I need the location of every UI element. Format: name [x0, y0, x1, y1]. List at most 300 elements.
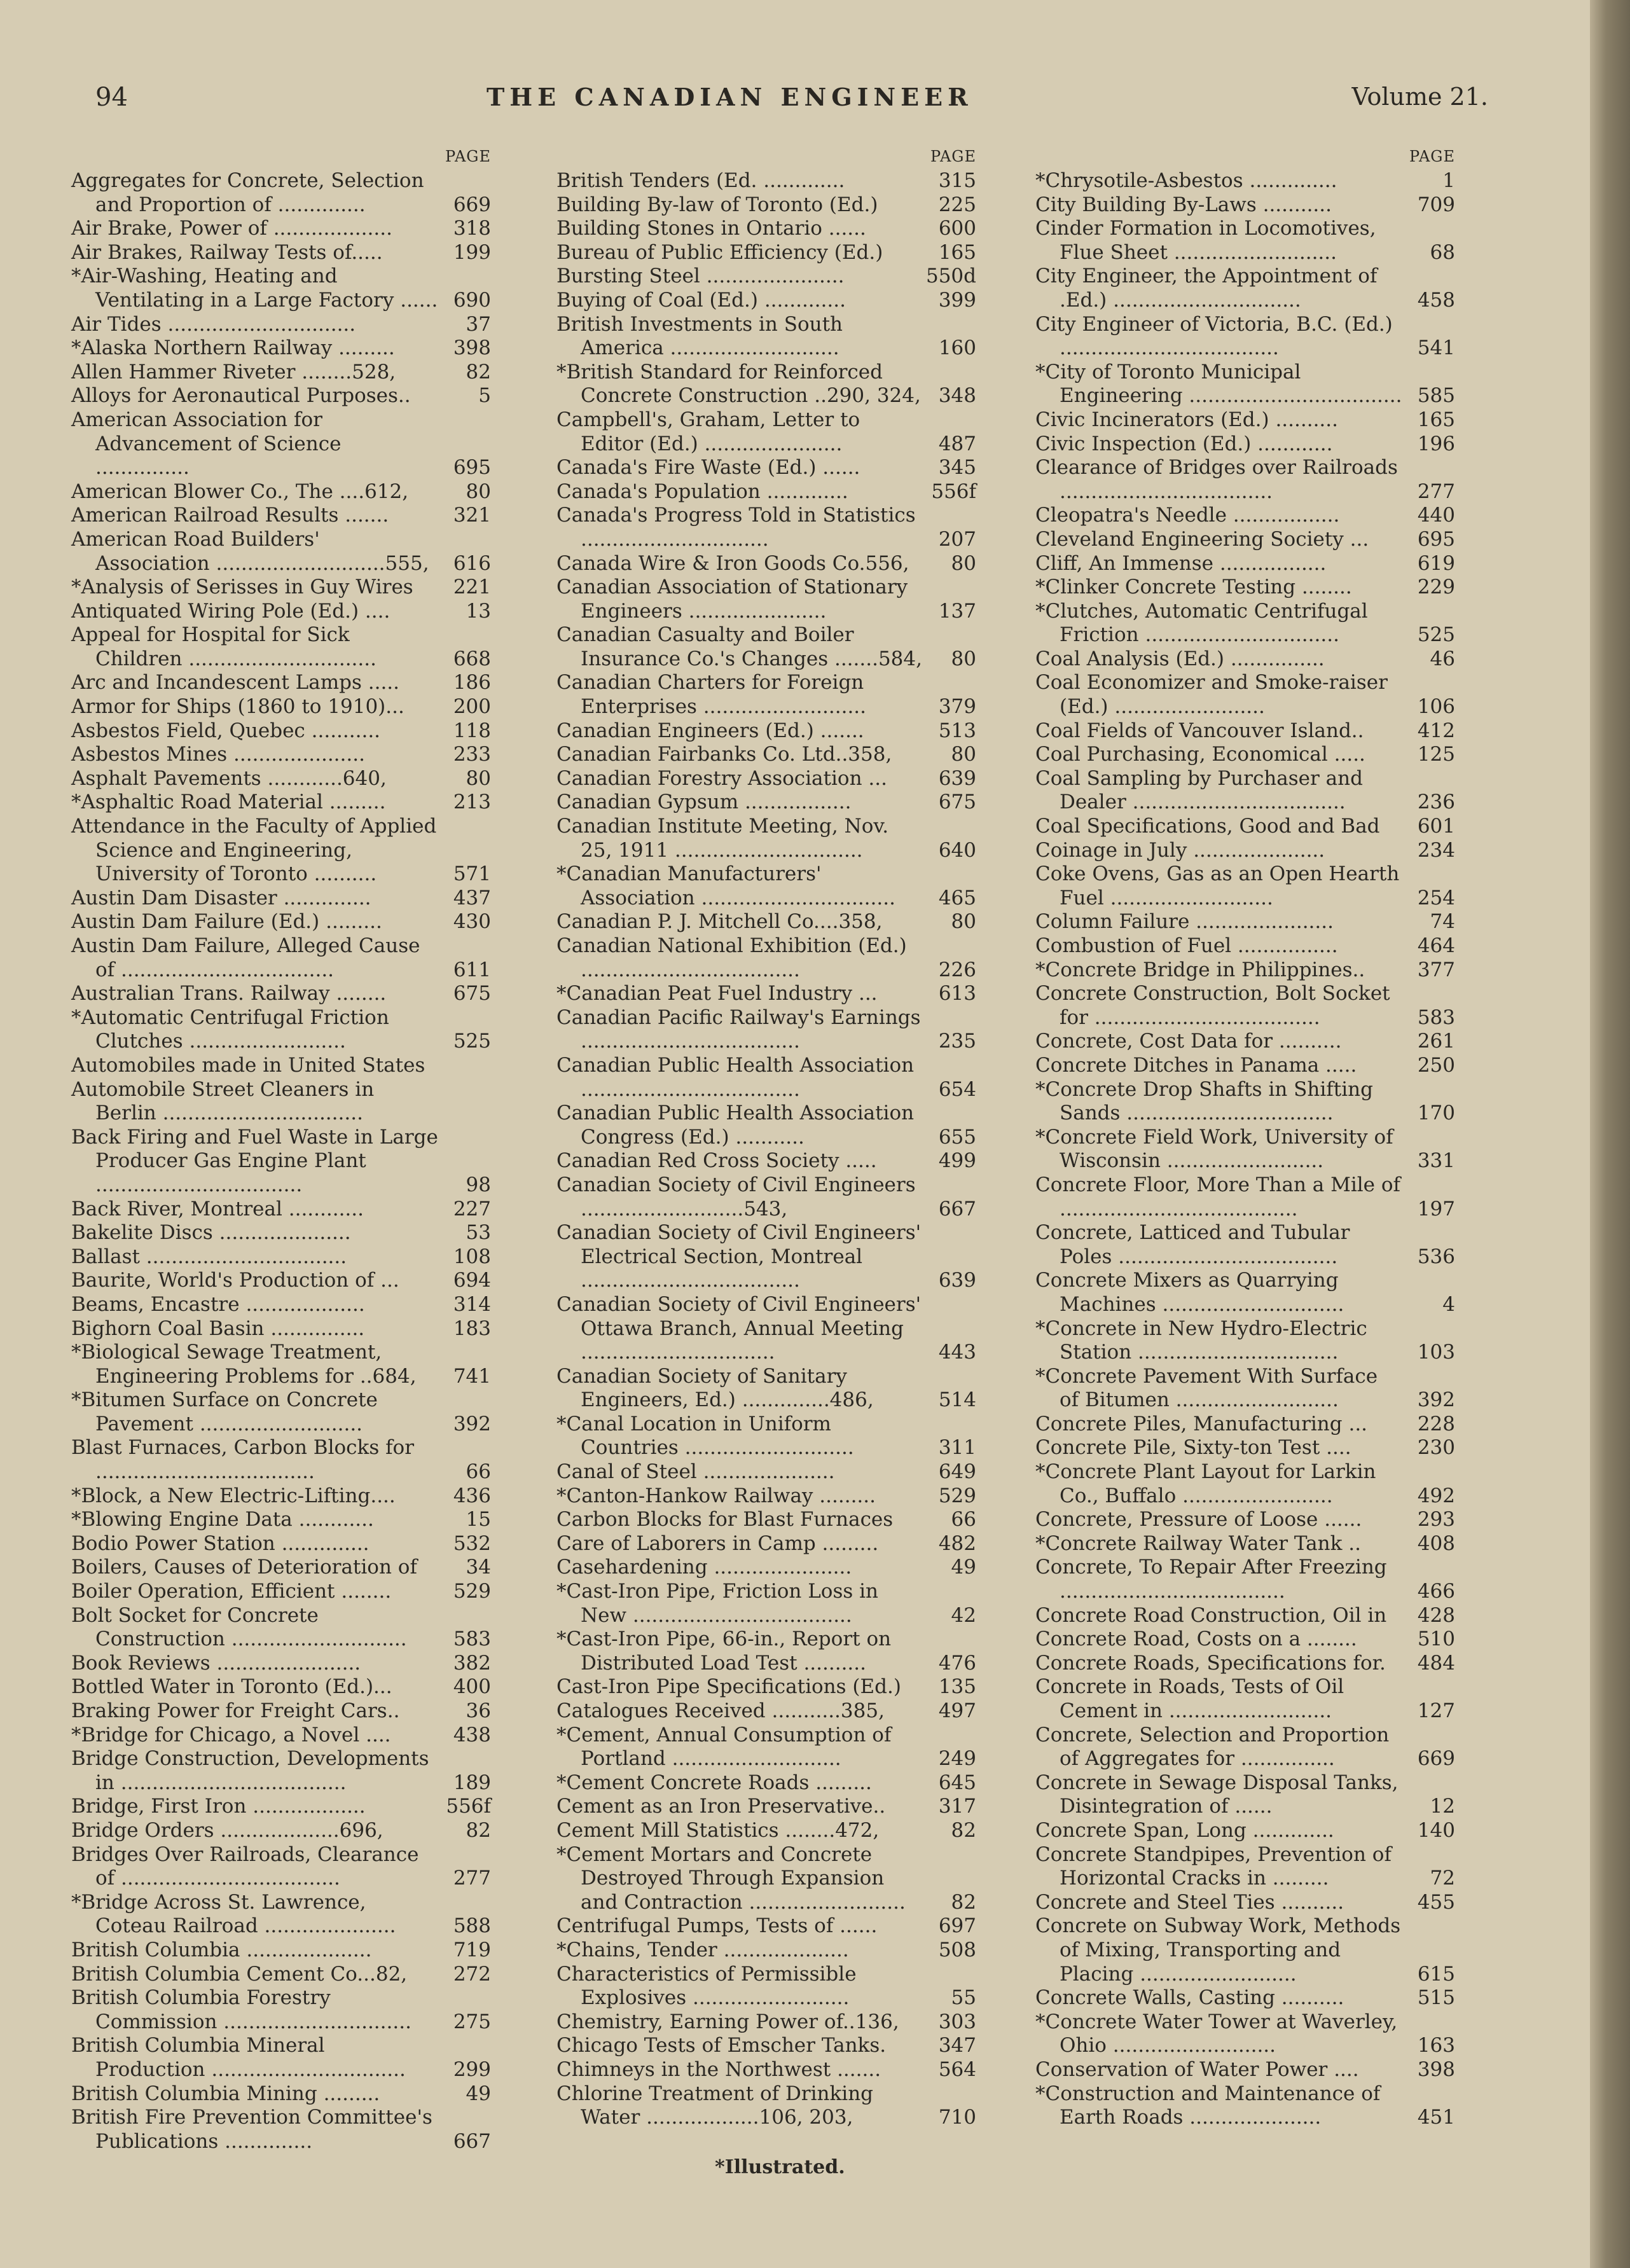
entry-title: *Chrysotile-Asbestos .............. — [1035, 169, 1337, 192]
entry-title: Bridge Construction, Developments in .................................... — [71, 1747, 429, 1794]
entry-page: 189 — [453, 1771, 491, 1794]
entry-page: 236 — [1417, 791, 1455, 814]
entry-title: British Columbia Mineral Production ............................... — [71, 2034, 406, 2081]
index-entry — [71, 1604, 491, 1652]
index-entry — [1035, 408, 1455, 432]
index-entry — [556, 2010, 976, 2035]
entry-title: Bodio Power Station .............. — [71, 1532, 370, 1555]
entry-title: *Canal Location in Uniform Countries ........................... — [556, 1412, 854, 1460]
entry-title: *Concrete Water Tower at Waverley, Ohio .......................... — [1035, 2010, 1398, 2057]
index-entry — [1035, 1317, 1455, 1365]
index-entry — [1035, 1030, 1455, 1054]
entry-title: *Biological Sewage Treatment, Engineering Problems for ..684, — [71, 1341, 417, 1388]
entry-page: 399 — [938, 288, 976, 312]
entry-page: 583 — [453, 1628, 491, 1651]
entry-page: 639 — [938, 1269, 976, 1292]
index-entry — [556, 265, 976, 289]
entry-page: 430 — [453, 910, 491, 934]
index-entry — [71, 241, 491, 265]
entry-title: Automobile Street Cleaners in Berlin ................................ — [71, 1077, 375, 1125]
entry-page: 669 — [1417, 1747, 1455, 1771]
entry-page: 196 — [1417, 432, 1455, 455]
entry-page: 49 — [951, 1556, 976, 1579]
index-entry — [556, 217, 976, 241]
index-entry — [1035, 1652, 1455, 1676]
entry-page: 649 — [938, 1460, 976, 1484]
index-entry — [71, 480, 491, 504]
index-entry — [556, 576, 976, 623]
entry-page: 709 — [1417, 193, 1455, 216]
entry-page: 640 — [938, 838, 976, 862]
entry-title: Coal Specifications, Good and Bad — [1035, 815, 1380, 838]
entry-title: Campbell's, Graham, Letter to Editor (Ed.) ...................... — [556, 408, 860, 455]
entry-title: Buying of Coal (Ed.) ............. — [556, 288, 846, 312]
entry-title: Appeal for Hospital for Sick Children .............................. — [71, 623, 376, 670]
index-entry — [1035, 839, 1455, 863]
entry-page: 697 — [938, 1914, 976, 1938]
entry-page: 66 — [951, 1508, 976, 1532]
entry-title: British Investments in South America ........................... — [556, 312, 843, 360]
index-entry — [71, 791, 491, 815]
index-entry — [71, 217, 491, 241]
index-entry — [71, 169, 491, 217]
entry-page: 12 — [1430, 1795, 1455, 1818]
index-entry — [556, 791, 976, 815]
entry-page: 669 — [453, 193, 491, 216]
entry-page: 668 — [453, 647, 491, 670]
entry-page: 695 — [1417, 527, 1455, 551]
entry-title: Arc and Incandescent Lamps ..... — [71, 671, 400, 695]
entry-page: 601 — [1417, 815, 1455, 838]
entry-title: Coal Purchasing, Economical ..... — [1035, 743, 1365, 766]
entry-title: Austin Dam Failure, Alleged Cause of .................................. — [71, 934, 420, 981]
index-entry — [71, 2034, 491, 2082]
entry-title: Cleveland Engineering Society ... — [1035, 527, 1369, 551]
entry-title: American Association for Advancement of Science ............... — [71, 408, 342, 480]
entry-page: 229 — [1417, 576, 1455, 599]
entry-page: 428 — [1417, 1603, 1455, 1627]
index-entry — [71, 815, 491, 887]
entry-page: 80 — [951, 743, 976, 766]
entry-title: Concrete Construction, Bolt Socket for .................................... — [1035, 982, 1390, 1029]
entry-page: 80 — [951, 647, 976, 670]
entry-page: 694 — [453, 1269, 491, 1292]
index-entry — [556, 2034, 976, 2058]
entry-title: Braking Power for Freight Cars.. — [71, 1699, 400, 1722]
entry-page: 615 — [1417, 1962, 1455, 1986]
index-entry — [71, 1054, 491, 1078]
entry-title: *Canton-Hankow Railway ......... — [556, 1484, 876, 1507]
index-entry — [1035, 1436, 1455, 1460]
index-column-3 — [1035, 148, 1455, 2130]
index-entry — [1035, 169, 1455, 193]
entry-title: *Bridge Across St. Lawrence, Coteau Railroad ..................... — [71, 1890, 396, 1938]
entry-title: Austin Dam Disaster .............. — [71, 886, 371, 909]
entry-page: 741 — [453, 1364, 491, 1388]
index-entry — [71, 1388, 491, 1436]
index-entry — [71, 1747, 491, 1795]
entry-title: Concrete Road, Costs on a ........ — [1035, 1628, 1357, 1651]
index-entry — [556, 815, 976, 862]
entry-page: 199 — [453, 240, 491, 264]
index-entry — [1035, 1078, 1455, 1126]
index-entry — [556, 1939, 976, 1963]
index-entry — [71, 1245, 491, 1269]
index-entry — [71, 1198, 491, 1222]
entry-page: 303 — [938, 2010, 976, 2033]
entry-page: 163 — [1417, 2034, 1455, 2057]
entry-page: 525 — [1417, 623, 1455, 647]
entry-title: Canadian Society of Civil Engineers' Electrical Section, Montreal ................................... — [556, 1221, 922, 1292]
entry-title: *Bridge for Chicago, a Novel .... — [71, 1723, 391, 1746]
entry-title: *Canadian Manufacturers' Association ............................... — [556, 862, 895, 909]
entry-title: Concrete Road Construction, Oil in — [1035, 1603, 1387, 1627]
entry-title: *Block, a New Electric-Lifting.... — [71, 1484, 396, 1507]
entry-page: 200 — [453, 695, 491, 719]
index-entry — [1035, 576, 1455, 600]
entry-page: 80 — [466, 766, 491, 790]
entry-page: 588 — [453, 1914, 491, 1938]
index-entry — [1035, 1532, 1455, 1556]
entry-page: 556f — [931, 480, 976, 503]
entry-title: Boiler Operation, Efficient ........ — [71, 1580, 392, 1603]
entry-title: *Air-Washing, Heating and Ventilating in a Large Factory ...... — [71, 265, 438, 312]
index-column-1 — [71, 148, 491, 2154]
entry-title: Canadian Public Health Association Congress (Ed.) ........... — [556, 1102, 915, 1149]
index-entry — [1035, 1126, 1455, 1173]
index-entry — [1035, 1914, 1455, 1986]
entry-page: 532 — [453, 1532, 491, 1555]
index-entry — [71, 576, 491, 600]
entry-title: Concrete Ditches in Panama ..... — [1035, 1053, 1357, 1077]
entry-page: 611 — [453, 958, 491, 981]
entry-title: Air Tides .............................. — [71, 312, 356, 336]
entry-title: *Cast-Iron Pipe, Friction Loss in New ................................... — [556, 1580, 879, 1627]
entry-page: 233 — [453, 743, 491, 766]
index-entry — [71, 2082, 491, 2106]
index-entry — [1035, 1054, 1455, 1078]
entry-page: 82 — [466, 1818, 491, 1842]
entry-title: *Concrete Plant Layout for Larkin Co., Buffalo ........................ — [1035, 1460, 1376, 1507]
entry-page: 272 — [453, 1962, 491, 1986]
entry-title: Chlorine Treatment of Drinking Water ..................106, 203, — [556, 2082, 874, 2129]
entry-page: 15 — [466, 1508, 491, 1532]
index-entry — [71, 2106, 491, 2154]
page-edge — [1590, 0, 1630, 2268]
entry-page: 347 — [938, 2034, 976, 2057]
entry-title: Canadian Society of Civil Engineers' Ottawa Branch, Annual Meeting ............................... — [556, 1292, 922, 1364]
entry-page: 74 — [1430, 910, 1455, 934]
entry-title: Australian Trans. Railway ........ — [71, 982, 387, 1006]
index-entry — [556, 1006, 976, 1054]
entry-title: Coal Sampling by Purchaser and Dealer .................................. — [1035, 766, 1363, 814]
entry-page: 277 — [453, 1867, 491, 1890]
entry-page: 235 — [938, 1030, 976, 1053]
index-entry — [71, 1078, 491, 1126]
entry-title: Concrete in Roads, Tests of Oil Cement in .......................... — [1035, 1675, 1344, 1722]
entry-title: Column Failure ...................... — [1035, 910, 1334, 934]
index-entry — [71, 1819, 491, 1843]
entry-title: Concrete and Steel Ties .......... — [1035, 1890, 1344, 1914]
index-entry — [1035, 432, 1455, 457]
index-entry — [71, 361, 491, 385]
entry-page: 583 — [1417, 1006, 1455, 1029]
entry-title: Canadian Casualty and Boiler Insurance Co.'s Changes .......584, — [556, 623, 922, 670]
entry-title: Concrete, Cost Data for .......... — [1035, 1030, 1342, 1053]
entry-page: 525 — [453, 1030, 491, 1053]
entry-title: Centrifugal Pumps, Tests of ...... — [556, 1914, 878, 1938]
index-entry — [1035, 1843, 1455, 1891]
entry-title: *Concrete Bridge in Philippines.. — [1035, 958, 1365, 981]
index-entry — [556, 456, 976, 480]
index-entry — [71, 695, 491, 719]
entry-title: Casehardening ...................... — [556, 1556, 852, 1579]
index-entry — [556, 1221, 976, 1293]
entry-page: 585 — [1417, 384, 1455, 408]
index-entry — [1035, 456, 1455, 504]
entry-title: Cement as an Iron Preservative.. — [556, 1795, 886, 1818]
entry-title: Carbon Blocks for Blast Furnaces — [556, 1508, 894, 1532]
entry-page: 314 — [453, 1292, 491, 1316]
entry-title: Chimneys in the Northwest ....... — [556, 2057, 881, 2081]
entry-page: 37 — [466, 312, 491, 336]
entry-title: Cinder Formation in Locomotives, Flue Sheet .......................... — [1035, 217, 1376, 264]
entry-page: 392 — [453, 1412, 491, 1435]
entry-page: 398 — [453, 336, 491, 360]
index-entry — [71, 1724, 491, 1748]
index-entry — [556, 313, 976, 361]
entry-page: 82 — [951, 1818, 976, 1842]
entry-title: Canadian National Exhibition (Ed.) ................................... — [556, 934, 907, 981]
index-entry — [556, 1149, 976, 1173]
entry-page: 690 — [453, 288, 491, 312]
entry-page: 529 — [938, 1484, 976, 1507]
index-entry — [1035, 193, 1455, 218]
index-entry — [556, 623, 976, 671]
entry-title: Canadian Gypsum ................. — [556, 791, 852, 814]
entry-title: *Clinker Concrete Testing ........ — [1035, 576, 1352, 599]
entry-title: Building By-law of Toronto (Ed.) — [556, 193, 878, 216]
index-entry — [71, 1484, 491, 1509]
entry-page: 183 — [453, 1317, 491, 1340]
index-entry — [1035, 1556, 1455, 1603]
entry-page: 482 — [938, 1532, 976, 1555]
index-entry — [1035, 1460, 1455, 1508]
entry-title: Back River, Montreal ............ — [71, 1197, 364, 1220]
entry-page: 72 — [1430, 1867, 1455, 1890]
entry-page: 118 — [453, 719, 491, 742]
entry-page: 616 — [453, 551, 491, 575]
index-entry — [1035, 1819, 1455, 1843]
entry-title: *British Standard for Reinforced Concrete Construction ..290, 324, — [556, 360, 921, 408]
entry-page: 250 — [1417, 1053, 1455, 1077]
entry-title: Bridge, First Iron .................. — [71, 1795, 366, 1818]
entry-title: Canada's Population ............. — [556, 480, 848, 503]
index-entry — [1035, 1508, 1455, 1532]
entry-title: Beams, Encastre ................... — [71, 1292, 365, 1316]
index-entry — [71, 1891, 491, 1939]
index-entry — [556, 504, 976, 551]
entry-title: Chicago Tests of Emscher Tanks. — [556, 2034, 887, 2057]
index-entry — [71, 1269, 491, 1293]
entry-page: 465 — [938, 886, 976, 909]
entry-title: Cement Mill Statistics ........472, — [556, 1818, 880, 1842]
entry-title: Catalogues Received ...........385, — [556, 1699, 885, 1722]
index-entry — [71, 719, 491, 743]
entry-page: 564 — [938, 2057, 976, 2081]
page-header — [95, 83, 1488, 121]
entry-title: Civic Incinerators (Ed.) .......... — [1035, 408, 1338, 431]
entry-title: American Blower Co., The ....612, — [71, 480, 409, 503]
index-entry — [71, 1221, 491, 1245]
index-entry — [1035, 647, 1455, 672]
index-entry — [1035, 2058, 1455, 2082]
entry-page: 655 — [938, 1125, 976, 1149]
entry-page: 135 — [938, 1675, 976, 1699]
entry-title: Canadian Fairbanks Co. Ltd..358, — [556, 743, 892, 766]
entry-title: Canadian Engineers (Ed.) ....... — [556, 719, 864, 742]
page-column-label: PAGE — [1409, 148, 1455, 165]
index-entry — [71, 1508, 491, 1532]
entry-title: Book Reviews ....................... — [71, 1651, 361, 1675]
entry-title: Coal Economizer and Smoke-raiser (Ed.) ........................ — [1035, 671, 1388, 719]
index-entry — [71, 623, 491, 671]
index-entry — [71, 384, 491, 408]
entry-title: Cast-Iron Pipe Specifications (Ed.) — [556, 1675, 901, 1699]
index-entry — [556, 480, 976, 504]
index-entry — [556, 289, 976, 313]
entry-page: 228 — [1417, 1412, 1455, 1435]
entry-title: American Railroad Results ....... — [71, 504, 389, 527]
index-entry — [71, 528, 491, 576]
page-column-label: PAGE — [930, 148, 976, 165]
entry-page: 108 — [453, 1245, 491, 1268]
entry-page: 165 — [1417, 408, 1455, 431]
entry-page: 513 — [938, 719, 976, 742]
entry-title: Concrete Roads, Specifications for. — [1035, 1651, 1386, 1675]
index-entry — [1035, 1365, 1455, 1413]
entry-title: Aggregates for Concrete, Selection and Proportion of .............. — [71, 169, 424, 216]
entry-title: *Asphaltic Road Material ......... — [71, 791, 386, 814]
entry-page: 221 — [453, 576, 491, 599]
entry-title: Asbestos Field, Quebec ........... — [71, 719, 381, 742]
entry-page: 311 — [938, 1436, 976, 1460]
index-entry — [71, 1939, 491, 1963]
entry-title: *Cast-Iron Pipe, 66-in., Report on Distributed Load Test .......... — [556, 1628, 892, 1675]
entry-title: Air Brake, Power of ................... — [71, 217, 392, 240]
index-entry — [556, 1771, 976, 1795]
entry-page: 1 — [1442, 169, 1455, 192]
entry-title: Bottled Water in Toronto (Ed.)... — [71, 1675, 392, 1699]
entry-page: 49 — [466, 2082, 491, 2105]
index-entry — [1035, 217, 1455, 265]
index-entry — [71, 336, 491, 361]
index-entry — [556, 361, 976, 408]
entry-page: 4 — [1442, 1292, 1455, 1316]
entry-page: 197 — [1417, 1197, 1455, 1220]
entry-page: 80 — [466, 480, 491, 503]
index-entry — [556, 1413, 976, 1460]
index-entry — [556, 1173, 976, 1221]
entry-page: 440 — [1417, 504, 1455, 527]
entry-title: Canadian Pacific Railway's Earnings ................................... — [556, 1006, 921, 1053]
index-entry — [556, 671, 976, 719]
entry-title: City Building By-Laws ........... — [1035, 193, 1332, 216]
entry-page: 227 — [453, 1197, 491, 1220]
entry-title: Civic Inspection (Ed.) ............ — [1035, 432, 1333, 455]
entry-title: Bureau of Public Efficiency (Ed.) — [556, 240, 883, 264]
index-entry — [71, 1652, 491, 1676]
entry-title: Air Brakes, Railway Tests of..... — [71, 240, 383, 264]
entry-page: 436 — [453, 1484, 491, 1507]
entry-title: Bakelite Discs ..................... — [71, 1221, 351, 1245]
index-entry — [1035, 1173, 1455, 1221]
entry-title: Baurite, World's Production of ... — [71, 1269, 399, 1292]
index-entry — [71, 1675, 491, 1699]
entry-page: 412 — [1417, 719, 1455, 742]
index-entry — [556, 1819, 976, 1843]
entry-title: Bighorn Coal Basin ............... — [71, 1317, 365, 1340]
index-entry — [71, 1963, 491, 1987]
entry-title: Canadian Public Health Association ................................... — [556, 1053, 915, 1101]
entry-page: 165 — [938, 240, 976, 264]
entry-title: Combustion of Fuel ................ — [1035, 934, 1338, 957]
index-entry — [1035, 2082, 1455, 2130]
entry-title: Asbestos Mines ..................... — [71, 743, 365, 766]
index-entry — [71, 1843, 491, 1891]
index-entry — [71, 1293, 491, 1317]
entry-title: Austin Dam Failure (Ed.) ......... — [71, 910, 382, 934]
entry-title: Conservation of Water Power .... — [1035, 2057, 1359, 2081]
entry-page: 80 — [951, 551, 976, 575]
index-entry — [556, 1054, 976, 1102]
entry-page: 82 — [466, 360, 491, 384]
index-entry — [71, 313, 491, 337]
index-entry — [556, 169, 976, 193]
index-entry — [1035, 361, 1455, 408]
journal-title: THE CANADIAN ENGINEER — [487, 83, 973, 111]
entry-title: Canadian Association of Stationary Engineers ...................... — [556, 576, 908, 623]
entry-title: Cliff, An Immense ................. — [1035, 551, 1327, 575]
entry-page: 466 — [1417, 1580, 1455, 1603]
entry-page: 315 — [938, 169, 976, 192]
entry-title: *Concrete Field Work, University of Wisconsin ......................... — [1035, 1125, 1393, 1173]
entry-page: 392 — [1417, 1388, 1455, 1412]
index-entry — [556, 1795, 976, 1819]
index-entry — [71, 1580, 491, 1604]
entry-page: 556f — [446, 1795, 491, 1818]
entry-title: *Automatic Centrifugal Friction Clutches ......................... — [71, 1006, 389, 1053]
index-entry — [1035, 671, 1455, 719]
index-entry — [71, 1126, 491, 1198]
entry-page: 234 — [1417, 838, 1455, 862]
index-entry — [556, 552, 976, 576]
entry-title: British Columbia .................... — [71, 1938, 372, 1961]
index-entry — [1035, 1724, 1455, 1771]
entry-page: 382 — [453, 1651, 491, 1675]
entry-page: 13 — [466, 599, 491, 623]
index-entry — [1035, 934, 1455, 958]
entry-page: 207 — [938, 527, 976, 551]
index-entry — [556, 1699, 976, 1724]
index-entry — [71, 1699, 491, 1724]
index-entry — [71, 743, 491, 767]
entry-page: 140 — [1417, 1818, 1455, 1842]
entry-title: City Engineer, the Appointment of .Ed.) .............................. — [1035, 265, 1378, 312]
index-entry — [71, 767, 491, 791]
entry-title: Clearance of Bridges over Railroads .................................. — [1035, 456, 1398, 503]
entry-page: 377 — [1417, 958, 1455, 981]
